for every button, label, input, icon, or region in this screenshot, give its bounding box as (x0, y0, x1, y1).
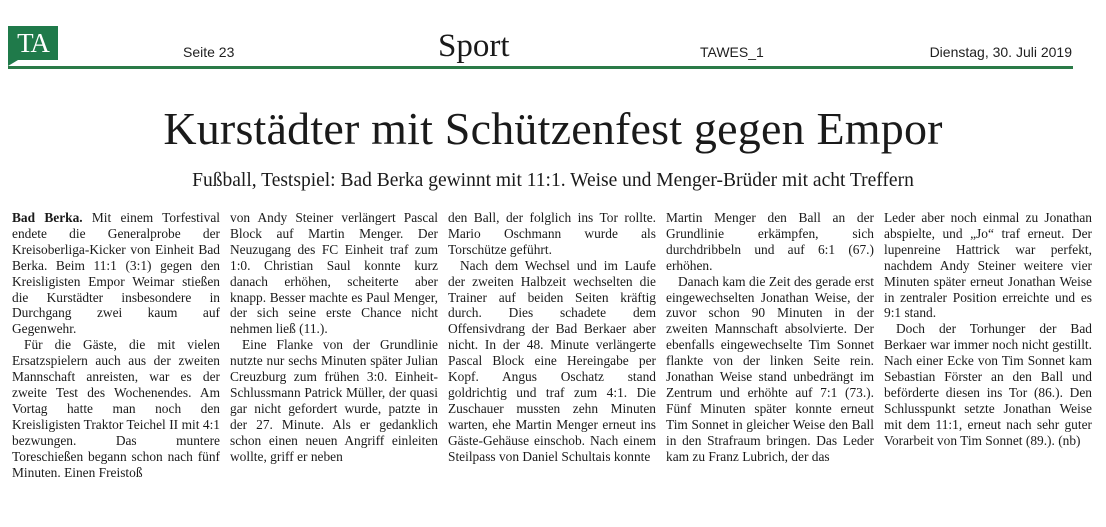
article-paragraph: den Ball, der folglich ins Tor rollte. Mario Oschmann wurde als Torschütze geführt. (448, 210, 656, 257)
article-paragraph: Nach dem Wechsel und im Laufe der zweiten Halbzeit wechselten die Trainer auf beiden Seiten kräftig durch. Dies schadete dem Offensivdrang der Bad Berkaer aber nicht. In der 48. Minute verlängerte Pascal Block eine Hereingabe per Kopf. Angus Oschatz stand goldrichtig und traf zum 4:1. Die Zuschauer mussten zehn Minuten warten, ehe Martin Menger erneut ins Gäste-Gehäuse einschob. Nach einem Steilpass von Daniel Schultais konnte (448, 257, 656, 464)
article-body (12, 210, 1092, 520)
article-paragraph: Doch der Torhunger der Bad Berkaer war immer noch nicht gestillt. Nach einer Ecke von Tim Sonnet kam Sebastian Förster an den Ball und beförderte diesen ins Tor (86.). Den Schlusspunkt setzte Jonathan Weise mit dem 11:1, erneut nach sehr guter Vorarbeit von Tim Sonnet (89.). (nb) (884, 321, 1092, 448)
article-paragraph (12, 210, 220, 337)
article-column-4 (666, 210, 874, 520)
paragraph-text: Mit einem Torfestival endete die Generalprobe der Kreisoberliga-Kicker von Einheit Bad Berka. Beim 11:1 (3:1) gegen den Kreisligisten Empor Weimar stießen die Kurstädter insbesondere in Durchgang zwei kaum auf Gegenwehr. (12, 210, 220, 337)
page-header (0, 0, 1106, 70)
article-paragraph: Eine Flanke von der Grundlinie nutzte nur sechs Minuten später Julian Creuzburg zum frühen 3:0. Einheit-Schlussmann Patrick Müller, der quasi gar nicht gefordert wurde, patzte in der 27. Minute. Als er gedanklich schon einen neuen Angriff einleiten wollte, griff er neben (230, 337, 438, 464)
article-column-5 (884, 210, 1092, 520)
article-paragraph: Martin Menger den Ball an der Grundlinie erkämpfen, sich durchdribbeln und auf 6:1 (67.) erhöhen. (666, 210, 874, 273)
header-rule (8, 66, 1073, 69)
article-paragraph: Für die Gäste, die mit vielen Ersatzspielern auch aus der zweiten Mannschaft anreisten, war es der zweite Test des Wochenendes. Am Vortag hatte man noch den Kreisligisten Traktor Teichel II mit 4:1 bezwungen. Das muntere Toreschießen begann schon nach fünf Minuten. Einen Freistoß (12, 337, 220, 480)
article-subline: Fußball, Testspiel: Bad Berka gewinnt mit 11:1. Weise und Menger-Brüder mit acht Treffern (192, 170, 914, 191)
edition-code: TAWES_1 (700, 44, 764, 60)
article-paragraph: Leder aber noch einmal zu Jonathan abspielte, und „Jo“ traf erneut. Der lupenreine Hattrick war perfekt, nachdem Andy Steiner weitere vier Minuten später erneut Jonathan Weise in zentraler Position erreichte und es 9:1 stand. (884, 210, 1092, 321)
article-paragraph: von Andy Steiner verlängert Pascal Block auf Martin Menger. Der Neuzugang des FC Einheit traf zum 1:0. Christian Saul konnte kurz danach erhöhen, scheiterte aber knapp. Besser machte es Paul Menger, der sich seine erste Chance nicht nehmen ließ (11.). (230, 210, 438, 337)
article-headline: Kurstädter mit Schützenfest gegen Empor (163, 103, 943, 154)
article-column-3 (448, 210, 656, 520)
issue-date: Dienstag, 30. Juli 2019 (929, 44, 1072, 60)
article-column-1 (12, 210, 220, 520)
dateline: Bad Berka. (12, 210, 83, 225)
article-column-2 (230, 210, 438, 520)
newspaper-logo: TA (8, 26, 58, 60)
page-number: Seite 23 (183, 44, 235, 60)
section-title: Sport (438, 28, 510, 64)
article-paragraph: Danach kam die Zeit des gerade erst eingewechselten Jonathan Weise, der zuvor schon 90 Minuten in der zweiten Mannschaft absolvierte. Der ebenfalls eingewechselte Tim Sonnet flankte von der linken Seite rein. Jonathan Weise stand unbedrängt im Zentrum und erhöhte auf 7:1 (73.). Fünf Minuten später konnte erneut Tim Sonnet in gleicher Weise den Ball in den Strafraum bringen. Das Leder kam zu Franz Lubrich, der das (666, 273, 874, 464)
